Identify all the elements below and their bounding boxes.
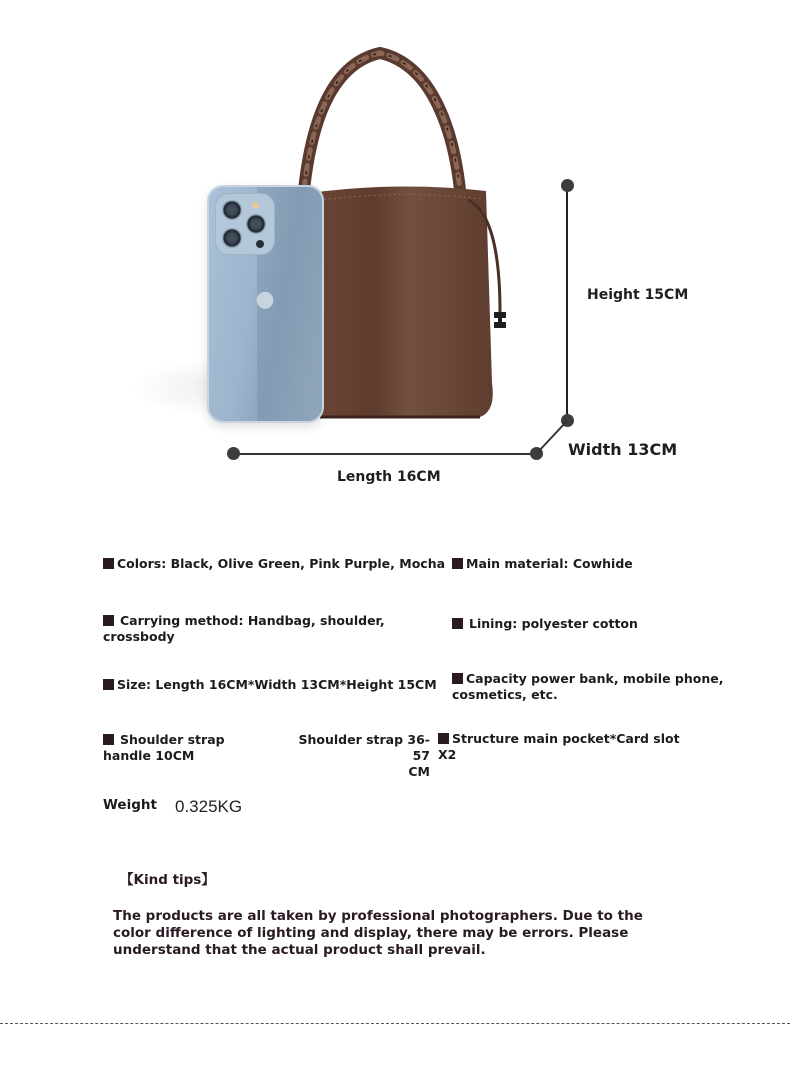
spec-shoulder-strap-handle: Shoulder strap handle 10CM: [103, 732, 225, 763]
drawstring-charm: [460, 190, 520, 340]
braided-handle: [296, 45, 468, 195]
bullet-square-icon: [103, 558, 114, 569]
spec-lining: Lining: polyester cotton: [452, 616, 638, 632]
bullet-square-icon: [103, 679, 114, 690]
camera-module: [215, 193, 275, 255]
weight-value: 0.325KG: [175, 797, 243, 816]
length-label: Length 16CM: [337, 469, 441, 485]
width-line: [534, 418, 570, 456]
length-left-dot: [227, 447, 240, 460]
height-label: Height 15CM: [587, 287, 689, 303]
height-line: [566, 186, 568, 422]
dashed-divider: [0, 1023, 790, 1024]
lidar-icon: [256, 240, 264, 248]
bullet-square-icon: [103, 615, 114, 626]
flash-icon: [252, 202, 259, 209]
camera-lens-icon: [222, 228, 242, 248]
length-line: [234, 453, 536, 455]
bullet-square-icon: [452, 618, 463, 629]
bullet-square-icon: [452, 558, 463, 569]
spec-main-material: Main material: Cowhide: [452, 556, 633, 572]
spec-structure: Structure main pocket*Card slot X2: [438, 731, 680, 762]
camera-lens-icon: [246, 214, 266, 234]
bullet-square-icon: [452, 673, 463, 684]
bullet-square-icon: [103, 734, 114, 745]
kind-tips-body: The products are all taken by professional photographers. Due to the color difference of lighting and display, there may be errors. Please understand that the actual product shall prevail.: [113, 908, 643, 958]
weight-label: Weight: [103, 797, 157, 813]
spec-carrying-method: Carrying method: Handbag, shoulder, crossbody: [103, 613, 385, 644]
camera-lens-icon: [222, 200, 242, 220]
apple-logo-icon: ●: [255, 287, 275, 312]
spec-colors: Colors: Black, Olive Green, Pink Purple, Mocha: [103, 556, 445, 572]
phone-size-reference: [207, 185, 324, 423]
height-top-dot: [561, 179, 574, 192]
width-label: Width 13CM: [568, 440, 678, 459]
spec-capacity: Capacity power bank, mobile phone, cosmetics, etc.: [452, 671, 724, 702]
spec-size: Size: Length 16CM*Width 13CM*Height 15CM: [103, 677, 437, 693]
bullet-square-icon: [438, 733, 449, 744]
spec-shoulder-strap-length: Shoulder strap 36-57 CM: [298, 732, 430, 779]
kind-tips-title: 【Kind tips】: [120, 872, 215, 888]
